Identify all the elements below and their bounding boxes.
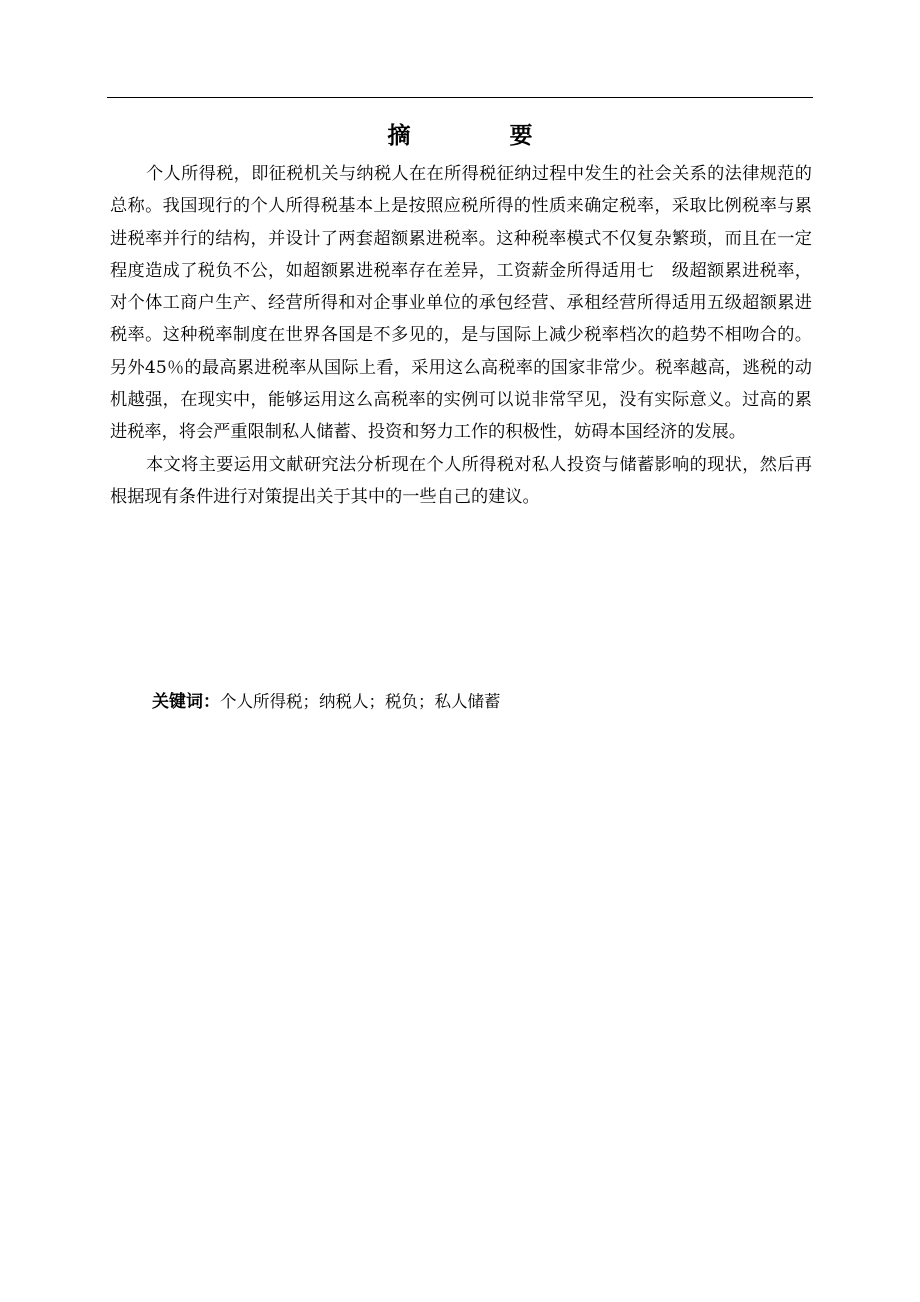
keywords-label: 关键词：: [152, 692, 220, 712]
abstract-title: 摘 要: [387, 123, 571, 149]
abstract-body: [110, 158, 812, 513]
header-rule: [107, 97, 813, 98]
keywords-line: [152, 686, 812, 718]
abstract-paragraph-1: 个人所得税，即征税机关与纳税人在在所得税征纳过程中发生的社会关系的法律规范的总称。我国现行的个人所得税基本上是按照应税所得的性质来确定税率，采取比例税率与累进税率并行的结构，并设计了两套超额累进税率。这种税率模式不仅复杂繁琐，而且在一定程度造成了税负不公，如超额累进税率存在差异，工资薪金所得适用七 级超额累进税率，对个体工商户生产、经营所得和对企事业单位的承包经营、承租经营所得适用五级超额累进税率。这种税率制度在世界各国是不多见的，是与国际上减少税率档次的趋势不相吻合的。另外45％的最高累进税率从国际上看，采用这么高税率的国家非常少。税率越高，逃税的动机越强，在现实中，能够运用这么高税率的实例可以说非常罕见，没有实际意义。过高的累进税率，将会严重限制私人储蓄、投资和努力工作的积极性，妨碍本国经济的发展。: [110, 164, 812, 443]
abstract-paragraph-2: 本文将主要运用文献研究法分析现在个人所得税对私人投资与储蓄影响的现状，然后再根据现有条件进行对策提出关于其中的一些自己的建议。: [110, 454, 812, 507]
keywords-text: 个人所得税；纳税人；税负；私人储蓄: [220, 692, 501, 711]
